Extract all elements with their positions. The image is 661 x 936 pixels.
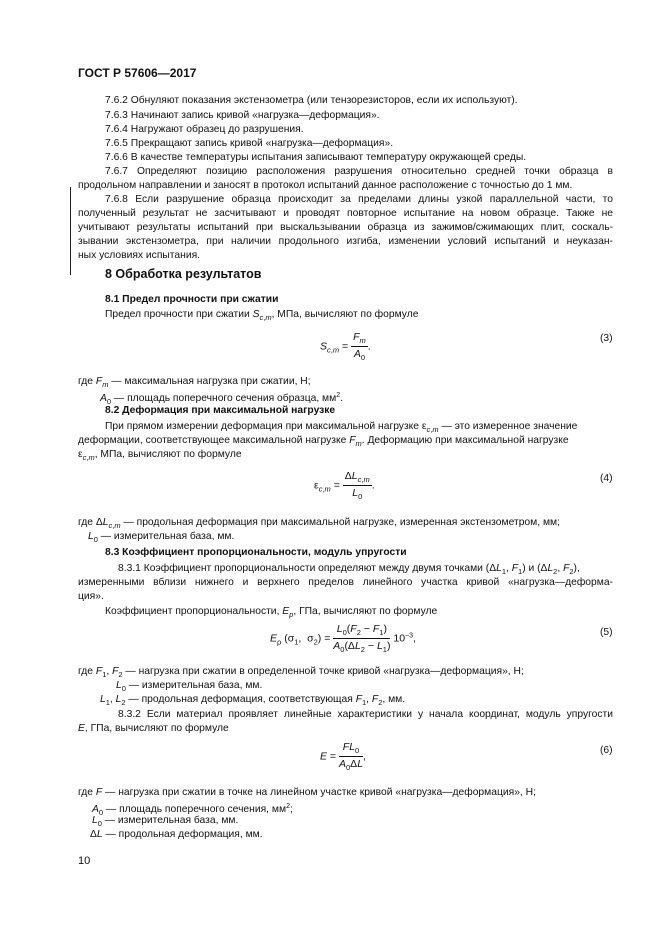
step-765: 7.6.5 Прекращают запись кривой «нагрузка—деформация».: [105, 138, 394, 149]
p768-line2: полученный результат не засчитывают и проводят повторное испытание на новом образце. Также не: [78, 208, 613, 219]
section-81-title: 8.1 Предел прочности при сжатии: [105, 294, 279, 305]
formula-4: $\varepsilon_{c,m}$ = $\frac{\Delta L_{c,m}}{L_0}$ .: [314, 470, 375, 501]
s82-line3: $\varepsilon_{c,m}$, МПа, вычисляют по формуле: [78, 449, 242, 462]
s81-where-2: $A_0$ — площадь поперечного сечения образца, $мм^2$.: [100, 392, 344, 406]
s81-where-1: где $F_m$ — максимальная нагрузка при сжатии, Н;: [78, 376, 311, 389]
document-header: ГОСТ Р 57606—2017: [78, 66, 197, 80]
s832-line2: E, ГПа, вычисляют по формуле: [78, 723, 229, 734]
formula-6: E = $\frac{FL_0}{A_0\Delta L}$ ,: [320, 741, 366, 772]
step-762: 7.6.2 Обнуляют показания экстензометра (или тензорезисторов, если их используют).: [105, 95, 518, 106]
step-766: 7.6.6 В качестве температуры испытания записывают температуру окружающей среды.: [105, 152, 527, 163]
step-763: 7.6.3 Начинают запись кривой «нагрузка—деформация».: [105, 110, 380, 121]
s82-where-2: $L_0$ — измерительная база, мм.: [88, 531, 235, 544]
s832-line1: 8.3.2 Если материал проявляет линейные характеристики у начала координат, модуль упругости: [118, 709, 613, 720]
revision-bar: [70, 187, 71, 275]
formula-3-number: (3): [600, 333, 613, 344]
s82-line2: деформации, соответствующее максимальной нагрузке $F_m$. Деформацию при максимальной нагрузке: [78, 435, 569, 448]
p767-line1: 7.6.7 Определяют позицию расположения разрушения относительно средней точки образца в: [105, 166, 613, 177]
formula-6-number: (6): [600, 745, 613, 756]
p768-line3: учитывают результаты испытаний при выскальзывании образца из зажимов/сжимающих плит, соскаль-: [78, 222, 613, 233]
s83-where-3: $L_1$, $L_2$ — продольная деформация, соответствующая $F_1$, $F_2$, мм.: [100, 694, 406, 707]
step-764: 7.6.4 Нагружают образец до разрушения.: [105, 124, 304, 135]
p768-line1: 7.6.8 Если разрушение образца происходит за пределами длины узкой параллельной части, то: [105, 194, 613, 205]
formula-4-number: (4): [600, 473, 613, 484]
formula-5-number: (5): [600, 627, 613, 638]
s832-where-2: $A_0$ — площадь поперечного сечения, $мм^2$;: [92, 803, 293, 817]
s82-where-1: где $\Delta L_{c,m}$ — продольная деформация при максимальной нагрузке, измеренная экстензометром, мм;: [78, 517, 560, 530]
p767-line2: продольном направлении и заносят в протокол испытаний данное расположение с точностью до 1 мм.: [78, 180, 573, 191]
page-number: 10: [78, 855, 91, 867]
s83-where-1: где $F_1$, $F_2$ — нагрузка при сжатии в определенной точке кривой «нагрузка—деформация», Н;: [78, 666, 524, 679]
s832-where-4: ΔL — продольная деформация, мм.: [90, 829, 263, 840]
p768-line4: зывании экстензометра, при наличии продольного изгиба, изменении условий испытаний и неуказан-: [78, 236, 613, 247]
s832-where-3: $L_0$ — измерительная база, мм.: [92, 815, 239, 828]
section-82-title: 8.2 Деформация при максимальной нагрузке: [105, 405, 336, 416]
s81-intro: Предел прочности при сжатии $S_{c,m}$, МПа, вычисляют по формуле: [105, 309, 419, 322]
s83-line1: 8.3.1 Коэффициент пропорциональности определяют между двумя точками ($\Delta L_1$, $F_1$) и ($\Delta L_2$, $F_2$),: [118, 563, 580, 576]
s832-where-1: где F — нагрузка при сжатии в точке на линейном участке кривой «нагрузка—деформация», Н;: [78, 787, 536, 798]
s83-line4: Коэффициент пропорциональности, $E_p$, ГПа, вычисляют по формуле: [105, 606, 438, 619]
s83-line3: ция».: [78, 591, 104, 602]
section-8-title: 8 Обработка результатов: [105, 267, 262, 281]
s83-where-2: $L_0$ — измерительная база, мм.: [116, 680, 263, 693]
formula-3: $S_{c,m}$ = $\frac{F_m}{A_0}$ .: [320, 331, 371, 362]
formula-5: $E_\rho$ ($\sigma_1$, $\sigma_2$) = $\frac{L_0(F_2 - F_1)}{A_0(\Delta L_2 - L_1)}$ $10^{-3}$,: [270, 623, 416, 654]
p768-line5: ных условиях испытания.: [78, 250, 201, 261]
s82-line1: При прямом измерении деформация при максимальной нагрузке $\varepsilon_{c,m}$ — это измеренное значение: [105, 421, 578, 434]
section-83-title: 8.3 Коэффициент пропорциональности, модуль упругости: [105, 547, 407, 558]
s83-line2: измеренными вблизи нижнего и верхнего пределов линейного участка кривой «нагрузка—деформа-: [78, 577, 613, 588]
